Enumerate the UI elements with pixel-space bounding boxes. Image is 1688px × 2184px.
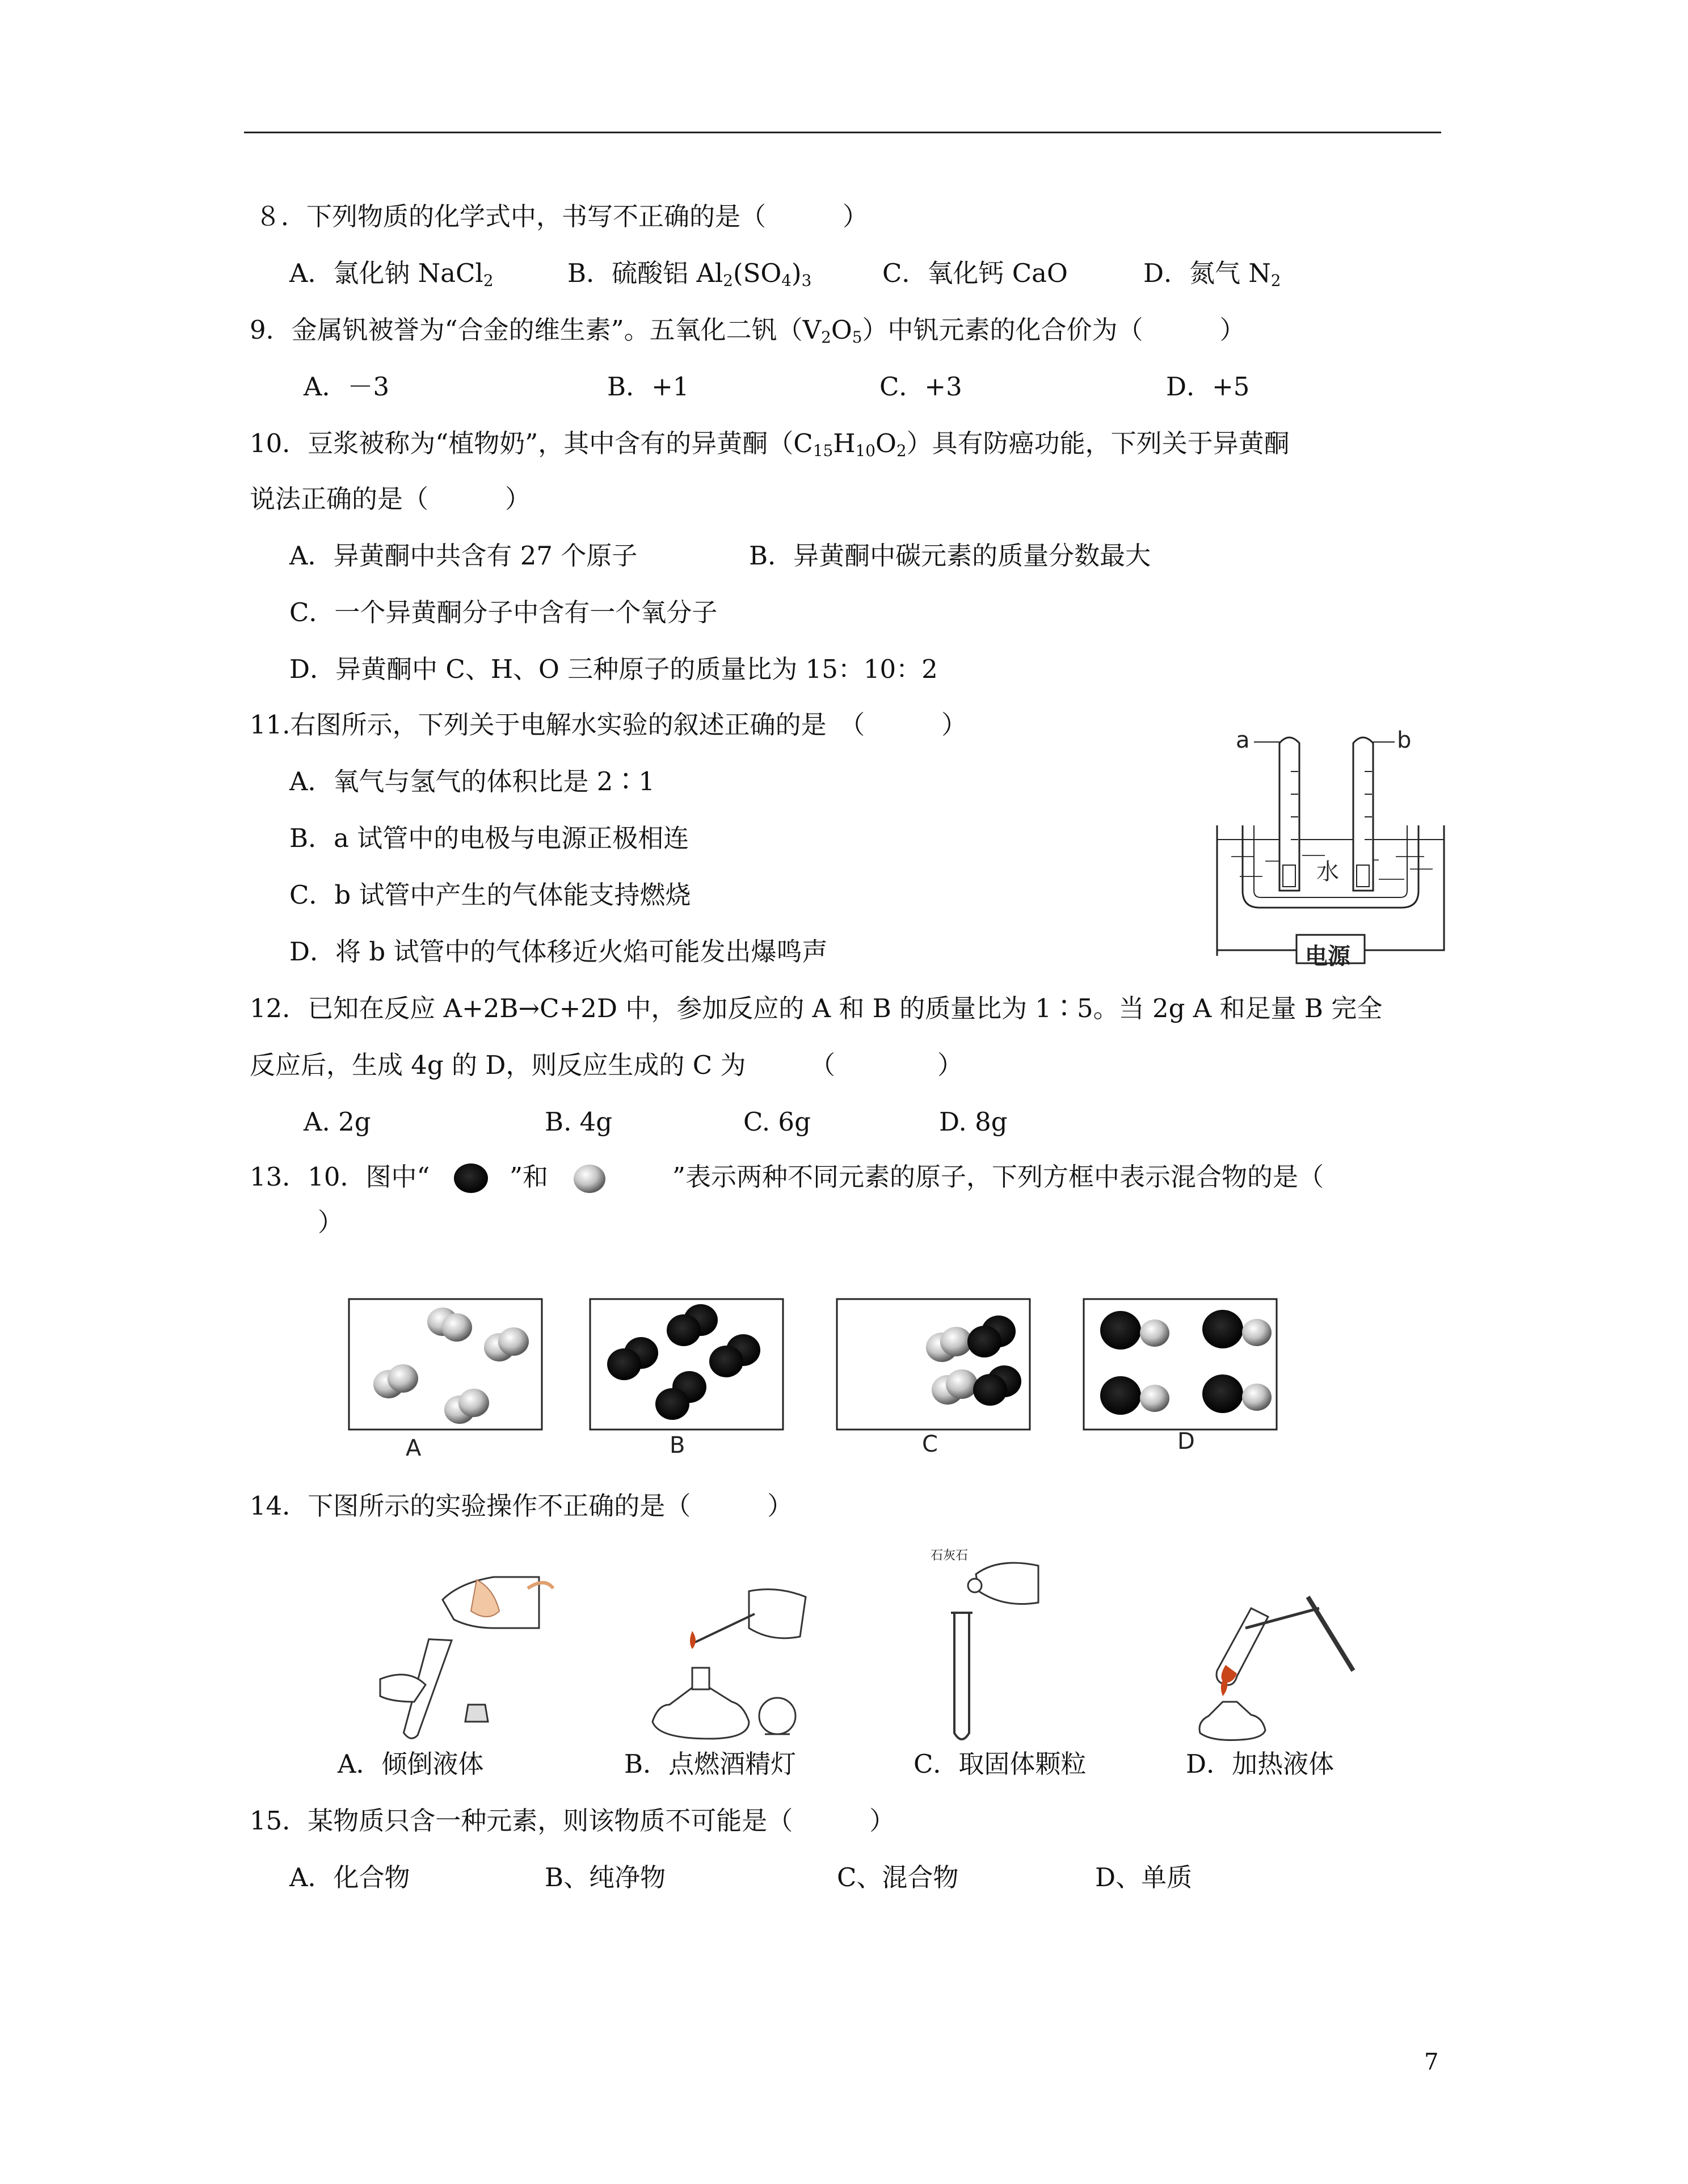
q13-stem-part3: ”表示两种不同元素的原子，下列方框中表示混合物的是（: [672, 1162, 1324, 1192]
q14-stem: 14．下图所示的实验操作不正确的是（ ）: [250, 1491, 793, 1521]
q13-stem-part2: ”和: [510, 1162, 549, 1192]
q9-option-a: A．－3: [304, 372, 390, 402]
q10-option-a: A．异黄酮中共含有 27 个原子: [289, 541, 638, 571]
q8-stem: ８．下列物质的化学式中，书写不正确的是（ ）: [255, 201, 869, 231]
pouring-liquid-figure: [357, 1566, 556, 1742]
q8-option-a: A．氯化钠 NaCl$_2$: [289, 258, 494, 290]
box-a-label: A: [406, 1435, 422, 1461]
box-d-label: D: [1177, 1428, 1195, 1454]
header-rule: [244, 132, 1441, 133]
q8-option-d: D．氮气 $N_2$: [1143, 258, 1281, 290]
page-number: 7: [1424, 2049, 1439, 2075]
q15-option-c: C、混合物: [837, 1862, 959, 1892]
q12-option-b: B. 4g: [545, 1107, 613, 1137]
q9-option-c: C．+3: [879, 372, 962, 402]
q13-stem-line2: ）: [318, 1207, 344, 1237]
q9-option-d: D．+5: [1166, 372, 1250, 402]
q12-option-a: A. 2g: [304, 1107, 371, 1137]
electrolysis-figure: [1209, 720, 1458, 970]
q8-option-c: C．氧化钙 CaO: [882, 258, 1068, 288]
q10-stem-line1: 10．豆浆被称为“植物奶”，其中含有的异黄酮$(C_{15}H_{10}O_2)$具有防癌功能，下列关于异黄酮: [250, 428, 1290, 460]
q12-stem-line2: 反应后，生成 4g 的 D，则反应生成的 C 为 （ ）: [250, 1050, 963, 1080]
dark-atom-icon: [451, 1162, 491, 1195]
q12-stem-line1: 12．已知在反应 A+2B→C+2D 中，参加反应的 A 和 B 的质量比为 1∶5。当 2g A 和足量 B 完全: [250, 993, 1383, 1023]
box-c: [837, 1299, 1030, 1430]
q15-option-d: D、单质: [1095, 1862, 1193, 1892]
q10-option-b: B．异黄酮中碳元素的质量分数最大: [749, 541, 1151, 571]
q11-option-b: B．a 试管中的电极与电源正极相连: [289, 823, 689, 853]
limestone-label: 石灰石: [931, 1549, 969, 1563]
q14-caption-a: A．倾倒液体: [338, 1749, 484, 1779]
q8-option-b: B．硫酸铝 $Al_2(SO_4)_3$: [567, 258, 812, 290]
q11-option-d: D．将 b 试管中的气体移近火焰可能发出爆鸣声: [289, 937, 828, 967]
q12-option-c: C. 6g: [743, 1107, 811, 1137]
q9-option-b: B．+1: [607, 372, 689, 402]
q15-option-a: A．化合物: [289, 1862, 410, 1892]
power-source-label: 电源: [1305, 943, 1350, 969]
box-a: [349, 1299, 542, 1430]
water-label: 水: [1316, 859, 1339, 885]
q11-option-a: A．氧气与氢气的体积比是 2∶1: [289, 766, 655, 796]
q9-stem: 9．金属钒被誉为“合金的维生素”。五氧化二钒$(V_2O_5)$中钒元素的化合价为（ ）: [250, 315, 1245, 347]
solid-granule-figure: [919, 1540, 1044, 1750]
heating-liquid-figure: [1183, 1586, 1365, 1744]
tube-b-label: b: [1397, 727, 1412, 753]
box-b-label: B: [670, 1432, 685, 1458]
q11-stem: 11.右图所示，下列关于电解水实验的叙述正确的是 （ ）: [250, 710, 967, 740]
q13-stem-part1: 13．10．图中“: [250, 1162, 430, 1192]
q15-option-b: B、纯净物: [545, 1862, 666, 1892]
q12-option-d: D. 8g: [939, 1107, 1008, 1137]
q15-stem: 15．某物质只含一种元素，则该物质不可能是（ ）: [250, 1806, 895, 1836]
lighting-lamp-figure: [635, 1574, 817, 1744]
light-atom-icon: [572, 1163, 607, 1195]
box-d: [1084, 1299, 1277, 1430]
q10-option-c: C．一个异黄酮分子中含有一个氧分子: [289, 597, 718, 627]
tube-a-label: a: [1236, 727, 1250, 753]
q10-option-d: D．异黄酮中 C、H、O 三种原子的质量比为 15：10：2: [289, 654, 938, 684]
q14-caption-b: B．点燃酒精灯: [624, 1749, 797, 1779]
q14-caption-d: D．加热液体: [1186, 1749, 1335, 1779]
box-b: [590, 1299, 783, 1430]
q10-stem-line2: 说法正确的是（ ）: [250, 484, 531, 514]
q11-option-c: C．b 试管中产生的气体能支持燃烧: [289, 880, 691, 910]
molecule-boxes: [346, 1296, 1288, 1444]
q14-caption-c: C．取固体颗粒: [914, 1749, 1087, 1779]
box-c-label: C: [922, 1431, 938, 1457]
